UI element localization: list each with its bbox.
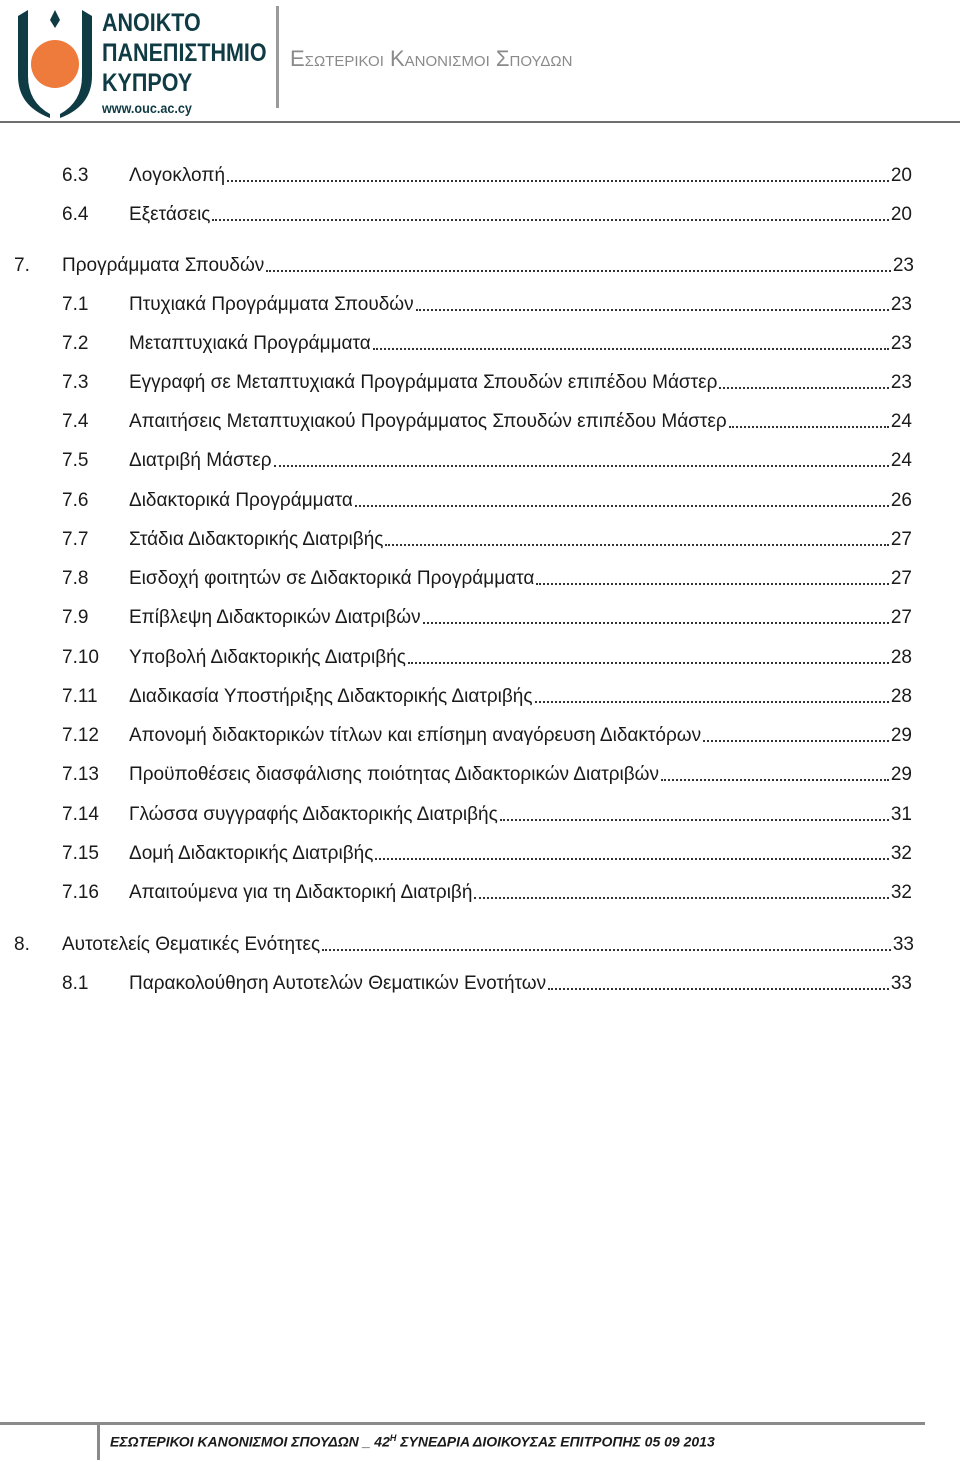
dot-leader [212, 218, 888, 221]
toc-entry[interactable] [62, 802, 912, 828]
footer-text [110, 1433, 715, 1450]
toc-title: Απονομή διδακτορικών τίτλων και επίσημη αναγόρευση Διδακτόρων [129, 725, 702, 746]
toc-entry[interactable] [62, 762, 912, 788]
toc-entry[interactable] [62, 409, 912, 435]
dot-leader [729, 425, 889, 428]
toc-entry[interactable] [62, 527, 912, 553]
dot-leader [536, 582, 889, 585]
dot-leader [408, 661, 889, 664]
toc-title: Γλώσσα συγγραφής Διδακτορικής Διατριβής [129, 804, 498, 825]
toc-number: 7.15 [62, 843, 99, 864]
toc-number: 7.6 [62, 490, 89, 511]
toc-entry[interactable] [62, 163, 912, 189]
toc-entry[interactable] [62, 488, 912, 514]
toc-page: 32 [890, 843, 912, 864]
toc-entry[interactable] [62, 331, 912, 357]
dot-leader [274, 464, 889, 467]
toc-title: Διδακτορικά Προγράμματα [129, 490, 353, 511]
logo-line-1: ΑΝΟΙΚΤΟ [102, 9, 201, 37]
toc-entry[interactable] [62, 723, 912, 749]
header-title: Εσωτερικοι Κανονισμοι Σπουδων [290, 46, 573, 71]
toc-entry[interactable] [62, 448, 912, 474]
toc-number: 7.12 [62, 725, 99, 746]
toc-entry[interactable] [62, 645, 912, 671]
footer-text-main: ΕΣΩΤΕΡΙΚΟΙ ΚΑΝΟΝΙΣΜΟΙ ΣΠΟΥΔΩΝ _ 42 [110, 1433, 390, 1450]
toc-title: Απαιτούμενα για τη Διδακτορική Διατριβή [129, 882, 473, 903]
toc-number: 7.4 [62, 411, 89, 432]
toc-number: 7.9 [62, 607, 89, 628]
toc-entry[interactable] [62, 566, 912, 592]
toc-entry[interactable] [62, 971, 912, 997]
toc-page: 28 [890, 686, 912, 707]
dot-leader [355, 504, 889, 507]
toc-number: 7.5 [62, 450, 89, 471]
dot-leader [535, 700, 889, 703]
dot-leader [375, 857, 889, 860]
toc-title: Απαιτήσεις Μεταπτυχιακού Προγράμματος Σπουδών επιπέδου Μάστερ [129, 411, 727, 432]
toc-number: 7.16 [62, 882, 99, 903]
footer-rule [0, 1422, 925, 1425]
toc-number: 7.14 [62, 804, 99, 825]
dot-leader [423, 621, 889, 624]
toc-page: 23 [890, 333, 912, 354]
toc-number: 7.2 [62, 333, 89, 354]
toc-entry[interactable] [62, 880, 912, 906]
toc-title: Πτυχιακά Προγράμματα Σπουδών [129, 294, 414, 315]
toc-entry[interactable] [62, 370, 912, 396]
logo-line-3: ΚΥΠΡΟΥ [102, 69, 193, 97]
footer-text-rest: ΣΥΝΕΔΡΙΑ ΔΙΟΙΚΟΥΣΑΣ ΕΠΙΤΡΟΠΗΣ 05 09 2013 [396, 1433, 715, 1450]
toc-page: 29 [890, 764, 912, 785]
toc-entry[interactable] [62, 684, 912, 710]
toc-number: 7.10 [62, 647, 99, 668]
toc-title: Διαδικασία Υποστήριξης Διδακτορικής Διατριβής [129, 686, 533, 707]
dot-leader [474, 896, 888, 899]
toc-number: 7.8 [62, 568, 89, 589]
toc-page: 23 [890, 372, 912, 393]
toc-page: 24 [890, 450, 912, 471]
toc-entry[interactable] [62, 605, 912, 631]
toc-title: Προγράμματα Σπουδών [62, 255, 265, 276]
logo-line-2: ΠΑΝΕΠΙΣΤΗΜΙΟ [102, 39, 267, 67]
toc-title: Διατριβή Μάστερ [129, 450, 272, 471]
toc-number: 8. [14, 934, 30, 955]
toc-entry[interactable] [14, 253, 914, 279]
dot-leader [719, 386, 888, 389]
dot-leader [661, 778, 889, 781]
toc-entry[interactable] [62, 292, 912, 318]
dot-leader [322, 948, 891, 951]
toc-page: 23 [892, 255, 914, 276]
dot-leader [266, 269, 891, 272]
toc-page: 29 [890, 725, 912, 746]
toc-entry[interactable] [62, 841, 912, 867]
toc-page: 28 [890, 647, 912, 668]
toc-title: Λογοκλοπή [129, 165, 226, 186]
footer-superscript: Η [389, 1433, 397, 1443]
toc-page: 24 [890, 411, 912, 432]
logo-url: www.ouc.ac.cy [102, 100, 192, 116]
toc-page: 32 [890, 882, 912, 903]
dot-leader [373, 347, 889, 350]
toc-title: Δομή Διδακτορικής Διατριβής [129, 843, 374, 864]
toc-title: Εισδοχή φοιτητών σε Διδακτορικά Προγράμματα [129, 568, 535, 589]
toc-title: Αυτοτελείς Θεματικές Ενότητες [62, 934, 321, 955]
toc-number: 7.13 [62, 764, 99, 785]
toc-page: 26 [890, 490, 912, 511]
dot-leader [500, 818, 889, 821]
toc-number: 7.1 [62, 294, 89, 315]
toc-title: Επίβλεψη Διδακτορικών Διατριβών [129, 607, 421, 628]
toc-number: 8.1 [62, 973, 89, 994]
toc-page: 27 [890, 568, 912, 589]
dot-leader [416, 308, 889, 311]
toc-number: 7.7 [62, 529, 89, 550]
dot-leader [703, 739, 889, 742]
toc-page: 27 [890, 529, 912, 550]
toc-page: 33 [892, 934, 914, 955]
toc-entry[interactable] [14, 932, 914, 958]
toc-title: Εγγραφή σε Μεταπτυχιακά Προγράμματα Σπουδών επιπέδου Μάστερ [129, 372, 718, 393]
toc-number: 7. [14, 255, 30, 276]
toc-entry[interactable] [62, 202, 912, 228]
toc-number: 7.11 [62, 686, 98, 707]
logo-text [102, 8, 293, 116]
page-header [0, 0, 960, 124]
dot-leader [227, 179, 889, 182]
toc-title: Εξετάσεις [129, 204, 211, 225]
toc-page: 20 [890, 165, 912, 186]
toc-number: 7.3 [62, 372, 89, 393]
university-logo-icon [14, 6, 96, 118]
toc-number: 6.4 [62, 204, 89, 225]
toc-title: Μεταπτυχιακά Προγράμματα [129, 333, 371, 354]
toc-title: Στάδια Διδακτορικής Διατριβής [129, 529, 384, 550]
toc-page: 33 [890, 973, 912, 994]
toc-number: 6.3 [62, 165, 89, 186]
header-rule [0, 121, 960, 123]
toc-title: Υποβολή Διδακτορικής Διατριβής [129, 647, 406, 668]
toc-title: Παρακολούθηση Αυτοτελών Θεματικών Ενοτήτων [129, 973, 547, 994]
header-divider [276, 6, 279, 108]
toc-page: 20 [890, 204, 912, 225]
footer-divider [97, 1424, 100, 1460]
toc-title: Προϋποθέσεις διασφάλισης ποιότητας Διδακτορικών Διατριβών [129, 764, 659, 785]
toc-page: 23 [890, 294, 912, 315]
dot-leader [385, 543, 888, 546]
dot-leader [548, 987, 889, 990]
toc-page: 31 [890, 804, 912, 825]
toc-page: 27 [890, 607, 912, 628]
